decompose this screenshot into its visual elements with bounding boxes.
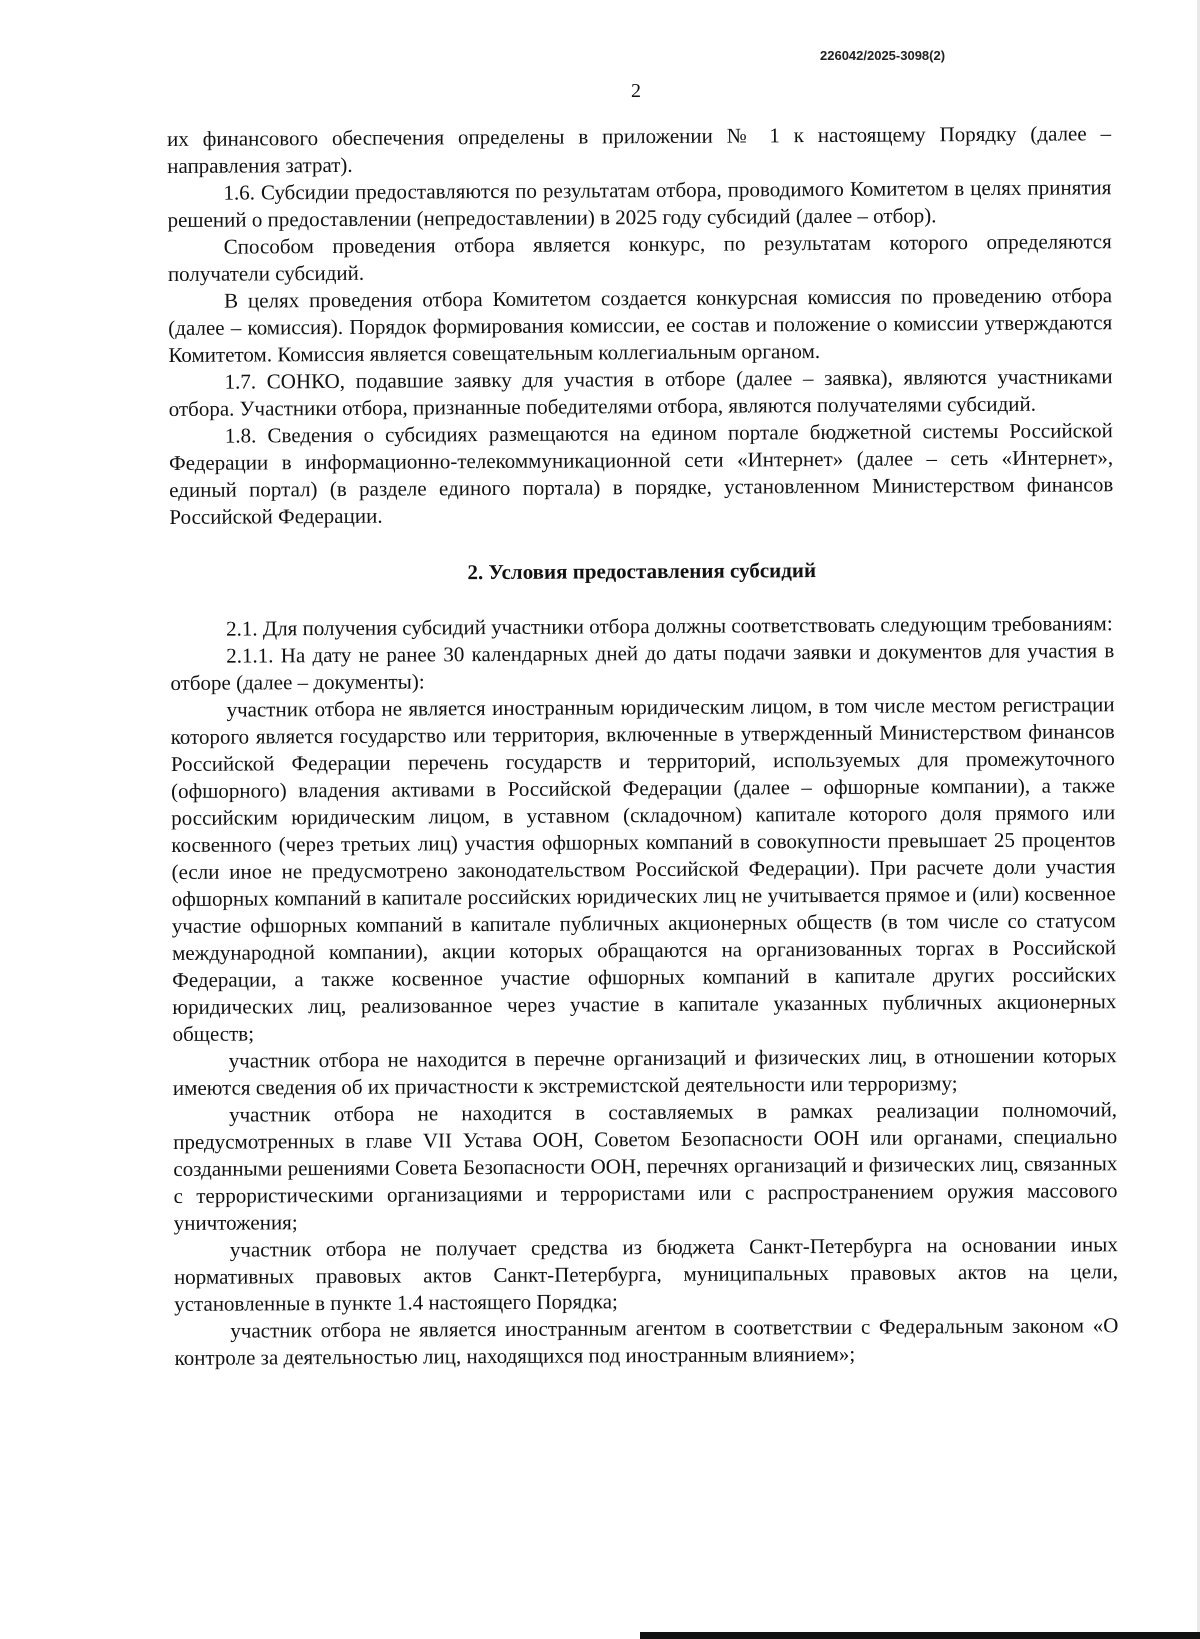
paragraph-selection-method: Способом проведения отбора является конкурс, по результатам которого определяются получатели субсидий.	[167, 229, 1112, 286]
requirement-extremism-list: участник отбора не находится в перечне организаций и физических лиц, в отношении которых имеются сведения об их причастности к экстремистской деятельности или терроризму;	[172, 1043, 1117, 1100]
paragraph-commission: В целях проведения отбора Комитетом создается конкурсная комиссия по проведению отбора (далее – комиссия). Порядок формирования комиссии, ее состав и положение о комиссии утверждаются Комитетом. Комиссия является совещательным коллегиальным органом.	[168, 283, 1113, 367]
document-body	[167, 120, 1119, 1372]
paragraph-1-7: 1.7. СОНКО, подавшие заявку для участия в отборе (далее – заявка), являются участниками отбора. Участники отбора, признанные победителями отбора, являются получателями субсидий.	[168, 364, 1113, 421]
paragraph-2-1: 2.1. Для получения субсидий участники отбора должны соответствовать следующим требованиям:	[225, 611, 1113, 641]
requirement-un-lists: участник отбора не находится в составляемых в рамках реализации полномочий, предусмотренных в главе VII Устава ООН, Советом Безопасности ООН или органами, специально созданными решениями Совета Безопасности ООН, перечнях организаций и физических лиц, связанных с террористическими организациями и террористами или с распространением оружия массового уничтожения;	[173, 1097, 1118, 1235]
page-number: 2	[631, 80, 641, 102]
scan-bottom-edge	[640, 1632, 1200, 1639]
requirement-foreign-agent: участник отбора не является иностранным агентом в соответствии с Федеральным законом «О контроле за деятельностью лиц, находящихся под иностранным влиянием»;	[174, 1313, 1119, 1370]
paragraph-1-6: 1.6. Субсидии предоставляются по результатам отбора, проводимого Комитетом в целях принятия решений о предоставлении (непредоставлении) в 2025 году субсидий (далее – отбор).	[167, 175, 1112, 232]
document-registration-number: 226042/2025-3098(2)	[820, 48, 946, 63]
section-title: 2. Условия предоставления субсидий	[467, 558, 817, 585]
requirement-budget-funds: участник отбора не получает средства из бюджета Санкт-Петербурга на основании иных нормативных правовых актов Санкт-Петербурга, муниципальных правовых актов на цели, установленные в пункте 1.4 настоящего Порядка;	[173, 1232, 1119, 1316]
paragraph-1-8: 1.8. Сведения о субсидиях размещаются на едином портале бюджетной системы Российской Федерации в информационно-телекоммуникационной сети «Интернет» (далее – сеть «Интернет», единый портал) (в разделе единого портала) в порядке, установленном Министерством финансов Российской Федерации.	[168, 418, 1114, 529]
paragraph-2-1-1: 2.1.1. На дату не ранее 30 календарных дней до даты подачи заявки и документов для участия в отборе (далее – документы):	[170, 638, 1115, 695]
requirement-offshore: участник отбора не является иностранным юридическим лицом, в том числе местом регистрации которого является государство или территория, включенные в утвержденный Министерством финансов Российской Федерации перечень государств и территорий, используемых для промежуточного (офшорного) владения активами в Российской Федерации (далее – офшорные компании), а также российским юридическим лицом, в уставном (складочном) капитале которого доля прямого или косвенного (через третьих лиц) участия офшорных компаний в совокупности превышает 25 процентов (если иное не предусмотрено законодательством Российской Федерации). При расчете доли участия офшорных компаний в капитале российских юридических лиц не учитывается прямое и (или) косвенное участие офшорных компаний в капитале публичных акционерных обществ (в том числе со статусом международной компании), акции которых обращаются на организованных торгах в Российской Федерации, а также косвенное участие офшорных компаний в капитале других российских юридических лиц, реализованное через участие в капитале указанных публичных акционерных обществ;	[170, 692, 1117, 1046]
paragraph-continuation: их финансового обеспечения определены в приложении № 1 к настоящему Порядку (далее – направления затрат).	[167, 121, 1112, 178]
